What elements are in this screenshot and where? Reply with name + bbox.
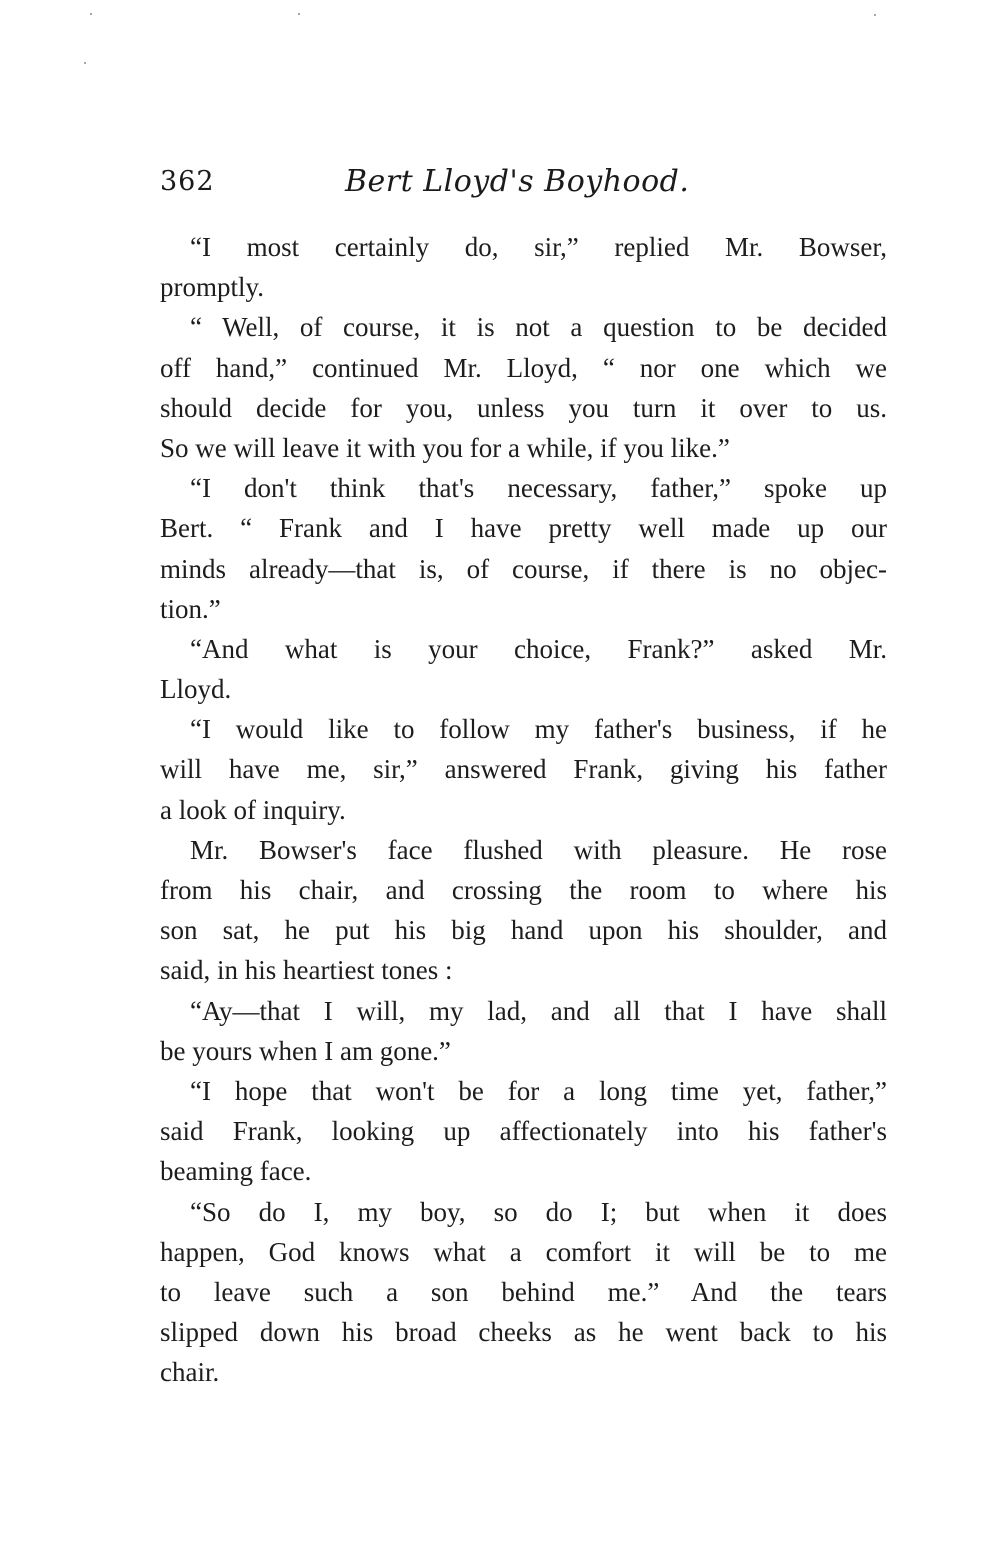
text-line: from his chair, and crossing the room to where his	[160, 875, 887, 905]
text-line: Lloyd.	[160, 674, 232, 705]
text-line: said Frank, looking up affectionately into his father's	[160, 1116, 887, 1147]
text-line: to leave such a son behind me.” And the tears	[160, 1276, 887, 1307]
text-line: Bert. “ Frank and I have pretty well made up our	[160, 513, 887, 544]
page-speck	[298, 13, 300, 15]
text-line: chair.	[160, 1357, 220, 1388]
text-line: “I would like to follow my father's business, if he	[190, 714, 887, 745]
paragraph	[160, 991, 887, 1071]
text-line: a look of inquiry.	[160, 794, 346, 825]
body-text	[160, 227, 887, 1392]
text-line: beaming face.	[160, 1156, 312, 1187]
text-line: “ Well, of course, it is not a question to be decided	[190, 312, 887, 343]
text-line: promptly.	[160, 272, 264, 303]
text-line: son sat, he put his big hand upon his shoulder, and	[160, 915, 887, 946]
page-number: 362	[160, 166, 215, 197]
text-line: “I hope that won't be for a long time yet, father,”	[190, 1075, 887, 1106]
paragraph	[160, 830, 887, 991]
text-line: “So do I, my boy, so do I; but when it does	[190, 1196, 887, 1227]
running-title: Bert Lloyd's Boyhood.	[345, 164, 690, 199]
page-speck	[90, 13, 92, 15]
paragraph	[160, 307, 887, 468]
page-speck	[874, 14, 876, 16]
page-header	[160, 166, 887, 206]
text-line: off hand,” continued Mr. Lloyd, “ nor one which we	[160, 352, 887, 383]
text-line: happen, God knows what a comfort it will be to me	[160, 1236, 887, 1267]
text-line: “I don't think that's necessary, father,” spoke up	[190, 473, 887, 504]
paragraph	[160, 1071, 887, 1192]
paragraph	[160, 468, 887, 629]
text-line: Mr. Bowser's face flushed with pleasure. He rose	[190, 834, 887, 865]
text-line: tion.”	[160, 593, 221, 624]
text-line: will have me, sir,” answered Frank, giving his father	[160, 754, 887, 785]
text-line: said, in his heartiest tones :	[160, 955, 453, 986]
text-line: be yours when I am gone.”	[160, 1035, 451, 1066]
text-line: “And what is your choice, Frank?” asked Mr.	[190, 633, 887, 664]
paragraph	[160, 227, 887, 307]
text-line: So we will leave it with you for a while, if you like.”	[160, 432, 730, 463]
text-line: should decide for you, unless you turn it over to us.	[160, 392, 887, 423]
paragraph	[160, 629, 887, 709]
text-line: minds already—that is, of course, if there is no objec-	[160, 553, 887, 584]
page-speck	[84, 62, 86, 64]
text-line: “Ay—that I will, my lad, and all that I have shall	[190, 995, 887, 1026]
paragraph	[160, 709, 887, 830]
text-line: “I most certainly do, sir,” replied Mr. Bowser,	[190, 232, 887, 262]
text-line: slipped down his broad cheeks as he went back to his	[160, 1317, 887, 1348]
paragraph	[160, 1192, 887, 1393]
